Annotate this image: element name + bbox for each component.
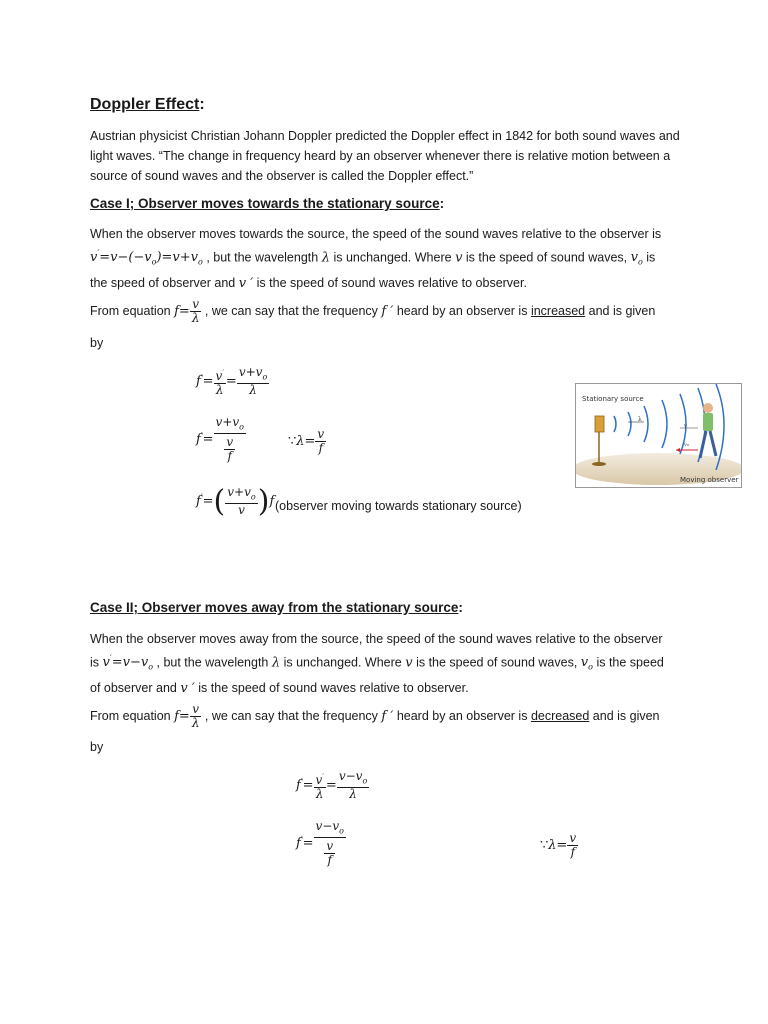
case1-equation-1: f′= $\frac{v'}{\lambda}$ = $\frac{v+v_o}{\lambda}$ xyxy=(196,365,268,398)
case2-equation-1: f′= $\frac{v'}{\lambda}$ = $\frac{v-v_o}{\lambda}$ xyxy=(296,769,368,802)
case2-paragraph xyxy=(90,629,690,699)
v-symbol-2: v xyxy=(405,655,413,671)
doppler-figure xyxy=(575,383,742,488)
case2-p1-end: is the speed xyxy=(596,655,664,670)
case2-p2-b: , we can say that the frequency xyxy=(204,708,378,723)
case1-p1-mid3: is the speed of sound waves, xyxy=(465,250,628,265)
case1-heading-text: Case I; Observer moves towards the stationary source xyxy=(90,196,440,211)
case1-p2-c: heard by an observer is xyxy=(396,303,528,318)
case1-p1-end: is xyxy=(646,250,656,265)
figure-lambda-label: λ xyxy=(638,416,642,423)
title-text: Doppler Effect xyxy=(90,96,200,113)
case2-p2-a: From equation xyxy=(90,708,171,723)
speaker-base xyxy=(592,462,606,466)
case2-p1-line3 xyxy=(90,678,690,699)
case1-p1-line3b: is the speed of sound waves relative to observer. xyxy=(256,275,527,290)
f-equals-2: f= xyxy=(174,708,190,724)
case2-p1-line3b: is the speed of sound waves relative to observer. xyxy=(198,680,469,695)
vprime-symbol: v ′ xyxy=(238,275,254,291)
case1-p2-d: and is given xyxy=(588,303,656,318)
page-title xyxy=(90,96,205,114)
case1-p1-line3a: the speed of observer and xyxy=(90,275,236,290)
v-over-lambda: $\frac{v}{\lambda}$ xyxy=(191,297,200,325)
case1-p1-line1: When the observer moves towards the source, the speed of the sound waves relative to the observer is xyxy=(90,227,662,241)
case1-paragraph2 xyxy=(90,298,690,325)
case2-by: by xyxy=(90,740,104,754)
case1-p2-a: From equation xyxy=(90,303,171,318)
case1-equation-2: f′= $\frac{v+v_o}{\frac{v}{f}}$ xyxy=(196,415,244,464)
case1-vprime-relation: $v'=v-(-v_o)=v+v_o$ xyxy=(90,249,203,267)
figure-v-label: v xyxy=(684,423,687,429)
f-equals: f= xyxy=(174,303,190,319)
case1-heading-colon: : xyxy=(439,196,445,211)
title-colon: : xyxy=(199,96,205,113)
case1-p2-b: , we can say that the frequency xyxy=(204,303,378,318)
case1-p1-mid: , but the wavelength xyxy=(206,250,319,265)
vo-symbol-2: $v_o$ xyxy=(580,655,593,672)
case1-p1-line3 xyxy=(90,273,690,294)
case2-p1-line2 xyxy=(90,649,690,678)
case2-p1-mid2: is unchanged. Where xyxy=(283,655,402,670)
case1-because-lambda: ∵λ= $\frac{v}{f}$ xyxy=(288,427,325,455)
intro-paragraph: Austrian physicist Christian Johann Doppler predicted the Doppler effect in 1842 for both sound waves and light waves. “The change in frequency heard by an observer whenever there is relative motion between a source of sound waves and the observer is called the Doppler effect.” xyxy=(90,129,680,183)
because-symbol: ∵ xyxy=(288,434,297,449)
case2-equation-2: f′= $\frac{v-v_o}{\frac{v}{f}}$ xyxy=(296,819,344,868)
observer-head xyxy=(703,403,713,413)
case2-p1-mid: , but the wavelength xyxy=(156,655,269,670)
case2-heading xyxy=(90,600,463,615)
observer-body xyxy=(703,413,713,431)
case2-p2-c: heard by an observer is xyxy=(396,708,528,723)
fprime-symbol: f ′ xyxy=(381,303,394,319)
fprime-symbol-2: f ′ xyxy=(381,708,394,724)
case2-p2-d: and is given xyxy=(592,708,660,723)
lambda-symbol: λ xyxy=(321,250,330,266)
v-symbol: v xyxy=(455,250,463,266)
case2-because-lambda: ∵λ= $\frac{v}{f}$ xyxy=(540,831,577,859)
vprime-symbol-2: v ′ xyxy=(180,680,195,696)
figure-vo-label: v₀ xyxy=(684,442,689,448)
decreased-word: decreased xyxy=(530,708,590,723)
figure-source-label: Stationary source xyxy=(582,395,644,403)
speaker-icon xyxy=(595,416,604,432)
case2-paragraph2 xyxy=(90,703,690,730)
case2-vprime-relation: $v'=v-v_o$ xyxy=(102,654,154,672)
case1-heading xyxy=(90,196,444,211)
figure-illustration xyxy=(576,384,741,487)
case2-p1-line3a: of observer and xyxy=(90,680,177,695)
case1-by: by xyxy=(90,336,104,350)
lambda-symbol-2: λ xyxy=(271,655,281,671)
because-symbol-2: ∵ xyxy=(540,838,549,853)
case1-p1-mid2: is unchanged. Where xyxy=(333,250,452,265)
increased-word: increased xyxy=(530,303,586,318)
case2-p1-is: is xyxy=(90,655,100,670)
case2-heading-colon: : xyxy=(458,600,463,615)
figure-observer-label: Moving observer xyxy=(680,476,739,484)
case1-note: (observer moving towards stationary source) xyxy=(275,499,522,513)
case2-p1-mid3: is the speed of sound waves, xyxy=(416,655,578,670)
case2-p1-line1: When the observer moves away from the source, the speed of the sound waves relative to the observer xyxy=(90,632,663,646)
case1-p1-line2 xyxy=(90,244,690,273)
case1-equation-3: f′=( $\frac{v+v_o}{v}$ )f xyxy=(196,484,275,519)
v-over-lambda-2: $\frac{v}{\lambda}$ xyxy=(191,702,200,730)
case2-heading-text: Case II; Observer moves away from the stationary source xyxy=(90,600,459,615)
case1-paragraph xyxy=(90,224,690,294)
vo-symbol: $v_o$ xyxy=(630,250,643,267)
